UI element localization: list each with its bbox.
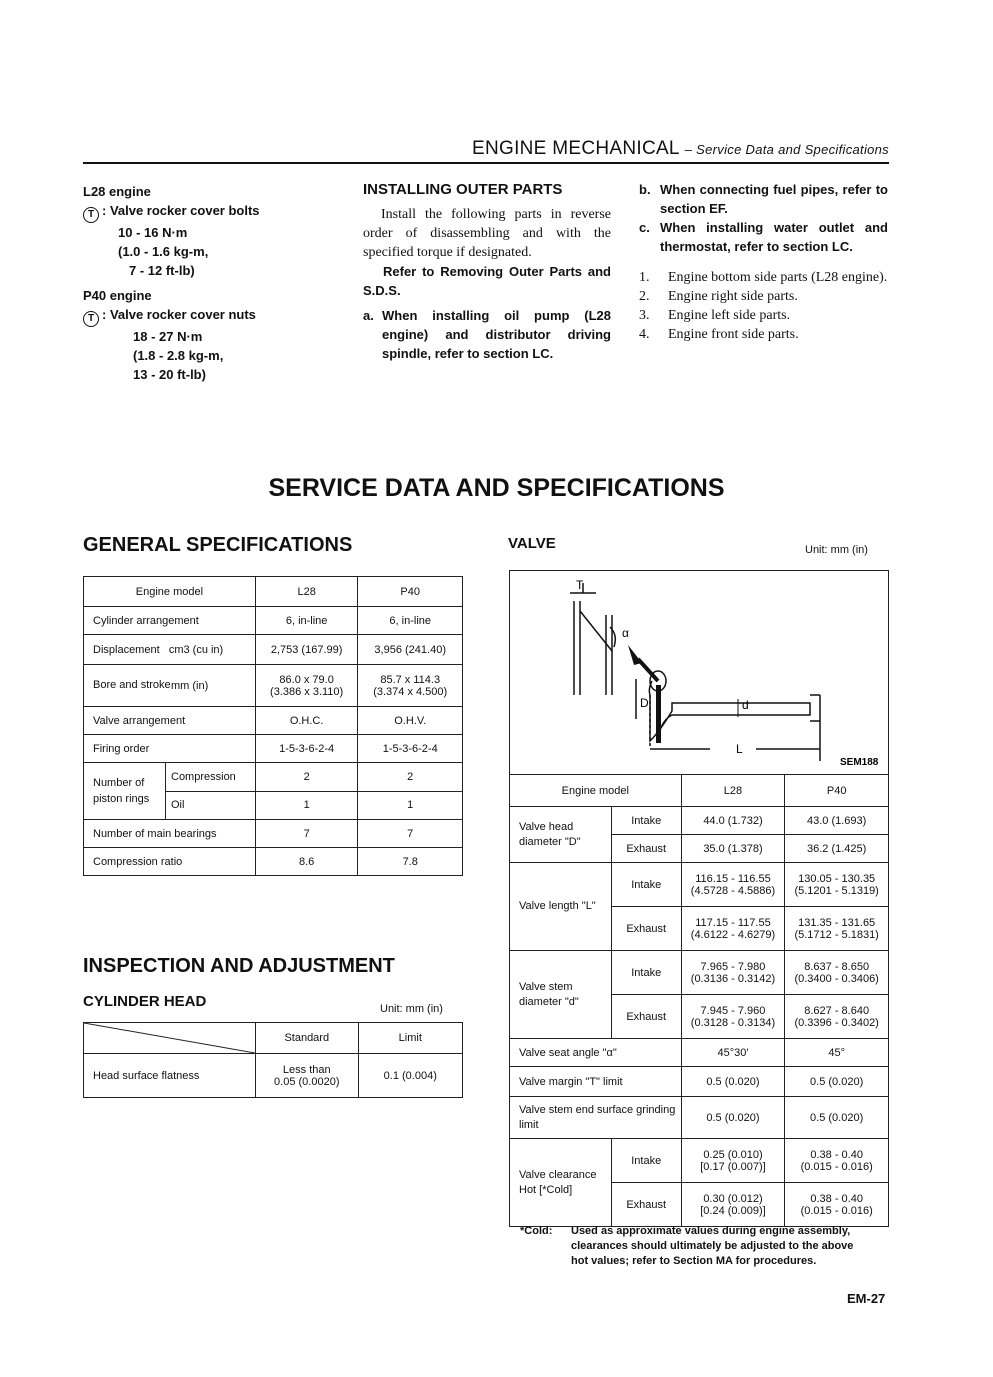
table-row: Exhaust 0.30 (0.012) [0.24 (0.009)] 0.38 - 0.40 (0.015 - 0.016) — [510, 1183, 889, 1227]
header-cell: Engine model — [84, 577, 256, 607]
table-row: Valve head diameter "D" Intake 44.0 (1.732) 43.0 (1.693) — [510, 807, 889, 835]
header-rule — [83, 162, 889, 164]
cylinder-head-table — [83, 1022, 463, 1098]
table-row: Engine model L28 P40 — [510, 775, 889, 807]
torque-specs — [83, 182, 313, 384]
table-row: Valve seat angle "α" 45°30′ 45° — [510, 1039, 889, 1067]
list-item: 2. Engine right side parts. — [639, 289, 798, 304]
install-refer: Refer to Removing Outer Parts and S.D.S. — [363, 264, 611, 298]
p40-heading: P40 engine — [83, 288, 152, 303]
table-row: 1 1 — [84, 791, 463, 820]
valve-unit: Unit: mm (in) — [805, 544, 868, 556]
page-main-title: SERVICE DATA AND SPECIFICATIONS — [268, 474, 725, 502]
fig-label-L: L — [736, 742, 743, 756]
list-item: 3. Engine left side parts. — [639, 308, 791, 323]
connection-notes — [639, 180, 888, 344]
cylinder-head-title: CYLINDER HEAD — [83, 993, 207, 1010]
install-paragraph: Install the following parts in reverse order of disassembling and with the specified torque if designated. — [363, 207, 611, 260]
note-b: b. When connecting fuel pipes, refer to section EF. — [639, 182, 888, 216]
l28-heading: L28 engine — [83, 184, 151, 199]
list-item: 4. Engine front side parts. — [639, 327, 799, 342]
running-header — [472, 138, 889, 160]
valve-figure — [509, 570, 889, 775]
table-row: Valve length "L" Intake 116.15 - 116.55 (4.5728 - 4.5886) 130.05 - 130.35 (5.1201 - 5.1319) — [510, 863, 889, 907]
table-row: Valve stem end surface grinding limit 0.5 (0.020) 0.5 (0.020) — [510, 1097, 889, 1139]
l28-value-1: 10 - 16 N·m — [118, 225, 188, 240]
fig-label-D: D — [640, 696, 649, 710]
fig-label-d: d — [742, 698, 749, 712]
installing-outer-parts — [363, 180, 611, 363]
general-specs-title: GENERAL SPECIFICATIONS — [83, 534, 353, 556]
p40-torque-item: T : Valve rocker cover nuts — [83, 305, 313, 327]
table-row: Standard Limit — [84, 1023, 463, 1054]
valve-table — [509, 774, 889, 1227]
p40-value-3: 13 - 20 ft-lb) — [133, 367, 206, 382]
l28-value-2: (1.0 - 1.6 kg-m, — [118, 244, 209, 259]
header-title: ENGINE MECHANICAL — [472, 138, 680, 159]
valve-title: VALVE — [508, 535, 556, 552]
fig-label-alpha: α — [622, 626, 629, 640]
torque-icon: T — [83, 207, 99, 223]
header-cell: P40 — [358, 577, 463, 607]
table-row: Bore and stroke mm (in) 86.0 x 79.0 (3.386 x 3.110) 85.7 x 114.3 (3.374 x 4.500) — [84, 665, 463, 707]
table-row: Valve stem diameter "d" Intake 7.965 - 7.980 (0.3136 - 0.3142) 8.637 - 8.650 (0.3400 - 0.3406) — [510, 951, 889, 995]
valve-diagram — [510, 571, 888, 775]
cylinder-head-unit: Unit: mm (in) — [380, 1003, 443, 1015]
install-heading: INSTALLING OUTER PARTS — [363, 181, 563, 198]
valve-footnote: *Cold: Used as approximate values during engine assembly, clearances should ultimately be adjusted to the above hot values; refer to Section MA for procedures. — [520, 1225, 854, 1267]
list-item: 1. Engine bottom side parts (L28 engine). — [639, 270, 888, 285]
table-row: Head surface flatness Less than 0.05 (0.0020) 0.1 (0.004) — [84, 1054, 463, 1098]
table-row — [84, 577, 463, 607]
inspection-title: INSPECTION AND ADJUSTMENT — [83, 955, 395, 977]
table-row: Valve margin "T" limit 0.5 (0.020) 0.5 (0.020) — [510, 1067, 889, 1097]
table-row: Exhaust 117.15 - 117.55 (4.6122 - 4.6279) 131.35 - 131.65 (5.1712 - 5.1831) — [510, 907, 889, 951]
table-row: Displacement cm3 (cu in) 2,753 (167.99) 3,956 (241.40) — [84, 635, 463, 665]
header-subtitle: – Service Data and Specifications — [684, 142, 889, 157]
diagonal-cell — [84, 1023, 256, 1054]
l28-torque-item: T : Valve rocker cover bolts — [83, 201, 313, 223]
table-row: Valve clearance Hot [*Cold] Intake 0.25 (0.010) [0.17 (0.007)] 0.38 - 0.40 (0.015 - 0.016) — [510, 1139, 889, 1183]
note-a: a. When installing oil pump (L28 engine) and distributor driving spindle, refer to section LC. — [363, 308, 611, 361]
outer-parts-list — [639, 268, 888, 344]
page-number: EM-27 — [847, 1291, 886, 1306]
p40-value-1: 18 - 27 N·m — [133, 329, 203, 344]
table-row: Valve arrangement O.H.C. O.H.V. — [84, 707, 463, 735]
table-row: Number of main bearings 7 7 — [84, 820, 463, 848]
header-cell: L28 — [255, 577, 358, 607]
table-row: Compression ratio 8.6 7.8 — [84, 848, 463, 876]
table-row: Cylinder arrangement 6, in-line 6, in-line — [84, 607, 463, 635]
p40-value-2: (1.8 - 2.8 kg-m, — [133, 348, 224, 363]
diagonal-line — [84, 1023, 255, 1053]
l28-value-3: 7 - 12 ft-lb) — [129, 263, 195, 278]
general-specs-table — [83, 576, 463, 876]
torque-icon: T — [83, 311, 99, 327]
table-row: Number of piston rings Compression Oil 2 2 — [84, 763, 463, 792]
note-c: c. When installing water outlet and thermostat, refer to section LC. — [639, 220, 888, 254]
fig-code: SEM188 — [840, 757, 879, 768]
fig-label-T: T — [576, 578, 584, 592]
table-row: Exhaust 35.0 (1.378) 36.2 (1.425) — [510, 835, 889, 863]
table-row: Exhaust 7.945 - 7.960 (0.3128 - 0.3134) 8.627 - 8.640 (0.3396 - 0.3402) — [510, 995, 889, 1039]
table-row: Firing order 1-5-3-6-2-4 1-5-3-6-2-4 — [84, 735, 463, 763]
